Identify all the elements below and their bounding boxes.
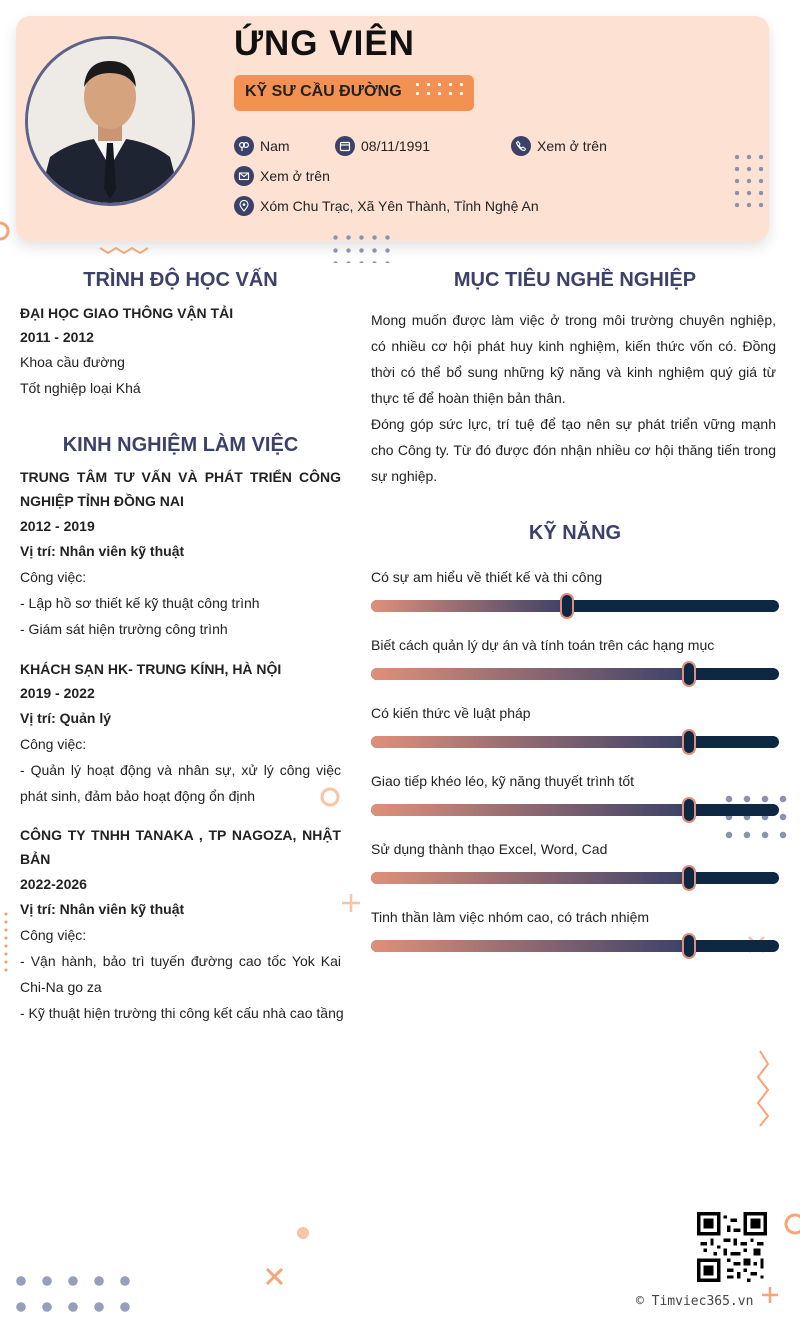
- job-company: CÔNG TY TNHH TANAKA , TP NAGOZA, NHẬT BẢN: [20, 827, 341, 867]
- copyright-text: © Timviec365.vn: [636, 1294, 754, 1309]
- skill-bar-fill: [371, 804, 689, 816]
- skill-label: Có kiến thức về luật pháp: [371, 705, 531, 721]
- email-value: Xem ở trên: [260, 168, 330, 184]
- skill-bar-fill: [371, 600, 567, 612]
- gender-value: Nam: [260, 138, 290, 154]
- job-title: KỸ SƯ CẦU ĐƯỜNG: [245, 83, 402, 100]
- job-position: Vị trí: Nhân viên kỹ thuật: [20, 901, 185, 917]
- skill-bar: [371, 940, 779, 952]
- skill-bar-handle: [682, 933, 696, 959]
- skill-bar: [371, 872, 779, 884]
- job-work-label: Công việc:: [20, 736, 87, 752]
- education-period: 2011 - 2012: [20, 329, 94, 345]
- job-work-label: Công việc:: [20, 927, 87, 943]
- objective-paragraph: Mong muốn được làm việc ở trong môi trường chuyên nghiệp, có nhiều cơ hội phát huy kinh nghiệm, kiến thức vốn có. Đồng thời có thể bổ sung những kỹ năng và kinh nghiệm quý giá từ thực tế để hoàn thiện bản thân.: [371, 312, 776, 406]
- phone-value: Xem ở trên: [537, 138, 607, 154]
- skill-bar: [371, 736, 779, 748]
- skill-bar-fill: [371, 872, 689, 884]
- experience-heading: KINH NGHIỆM LÀM VIỆC: [62, 434, 299, 456]
- skill-bar-handle: [682, 865, 696, 891]
- skill-bar: [371, 600, 779, 612]
- job-company: TRUNG TÂM TƯ VẤN VÀ PHÁT TRIỂN CÔNG NGHIỆP TỈNH ĐỒNG NAI: [20, 469, 341, 509]
- skill-bar-fill: [371, 668, 689, 680]
- job-task: - Vận hành, bảo trì tuyến đường cao tốc Yok Kai Chi-Na go za: [20, 953, 341, 995]
- job-work-label: Công việc:: [20, 569, 87, 585]
- skill-label: Giao tiếp khéo léo, kỹ năng thuyết trình tốt: [371, 773, 635, 789]
- qr-code: [697, 1212, 767, 1282]
- skill-label: Biết cách quản lý dự án và tính toán trên các hạng mục: [371, 637, 715, 653]
- skill-label: Sử dụng thành thạo Excel, Word, Cad: [371, 841, 608, 857]
- job-company: KHÁCH SẠN HK- TRUNG KÍNH, HÀ NỘI: [20, 661, 282, 677]
- candidate-name: ỨNG VIÊN: [234, 24, 415, 63]
- job-task: - Lập hồ sơ thiết kế kỹ thuật công trình: [20, 595, 260, 611]
- job-period: 2022-2026: [20, 876, 87, 892]
- job-task: - Quản lý hoạt động và nhân sự, xử lý công việc phát sinh, đảm bảo hoạt động ổn định: [20, 762, 341, 804]
- skills-heading: KỸ NĂNG: [528, 522, 622, 544]
- skill-bar-handle: [682, 661, 696, 687]
- skill-bar: [371, 804, 779, 816]
- skill-bar: [371, 668, 779, 680]
- skill-label: Tinh thần làm việc nhóm cao, có trách nhiệm: [371, 909, 650, 925]
- job-period: 2019 - 2022: [20, 685, 95, 701]
- skill-bar-handle: [682, 797, 696, 823]
- job-task: - Giám sát hiện trường công trình: [20, 621, 228, 637]
- skill-bar-fill: [371, 940, 689, 952]
- job-position: Vị trí: Quản lý: [20, 710, 112, 726]
- birthday-value: 08/11/1991: [361, 138, 431, 154]
- job-position: Vị trí: Nhân viên kỹ thuật: [20, 543, 185, 559]
- address-value: Xóm Chu Trạc, Xã Yên Thành, Tỉnh Nghệ An: [260, 198, 539, 214]
- education-major: Khoa cầu đường: [20, 354, 125, 370]
- skill-bar-handle: [560, 593, 574, 619]
- job-task: - Kỹ thuật hiện trường thi công kết cấu nhà cao tầng: [20, 1005, 344, 1021]
- skill-bar-handle: [682, 729, 696, 755]
- job-period: 2012 - 2019: [20, 518, 95, 534]
- skill-bar-fill: [371, 736, 689, 748]
- education-school: ĐẠI HỌC GIAO THÔNG VẬN TẢI: [20, 305, 234, 321]
- objective-heading: MỤC TIÊU NGHỀ NGHIỆP: [453, 269, 697, 291]
- objective-paragraph: Đóng góp sức lực, trí tuệ để tạo nên sự phát triển vững mạnh cho Công ty. Từ đó được đón nhận nhiều cơ hội thăng tiến trong sự nghiệp.: [371, 416, 776, 484]
- education-heading: TRÌNH ĐỘ HỌC VẤN: [83, 269, 278, 291]
- education-result: Tốt nghiệp loại Khá: [20, 380, 141, 396]
- skill-label: Có sự am hiểu về thiết kế và thi công: [371, 569, 603, 585]
